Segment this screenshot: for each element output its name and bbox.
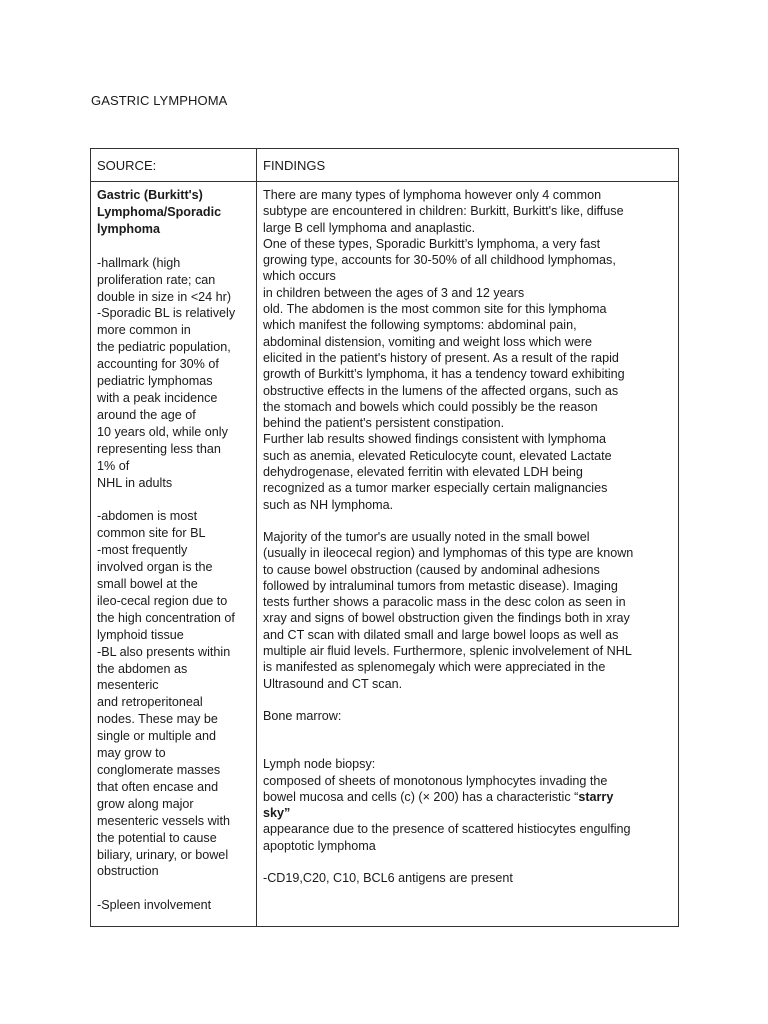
findings-cell — [257, 182, 679, 927]
text-line: -Sporadic BL is relatively — [97, 306, 236, 321]
source-cell — [91, 182, 257, 927]
text-line: subtype are encountered in children: Burkitt, Burkitt's like, diffuse — [263, 204, 624, 219]
text-line: which manifest the following symptoms: abdominal pain, — [263, 318, 577, 333]
text-line: apoptotic lymphoma — [263, 838, 376, 853]
text-line: 1% of — [97, 458, 130, 473]
text-line: -hallmark (high — [97, 255, 181, 270]
text-line: dehydrogenase, elevated ferritin with elevated LDH being — [263, 465, 583, 480]
text-line: composed of sheets of monotonous lymphocytes invading the — [263, 773, 608, 788]
text-line: such as NH lymphoma. — [263, 497, 394, 512]
text-line: accounting for 30% of — [97, 357, 219, 372]
starry-sky-emphasis: sky” — [263, 806, 291, 821]
source-header: SOURCE: — [97, 158, 157, 173]
text-line: There are many types of lymphoma however only 4 common — [263, 188, 602, 202]
text-line: followed by intraluminal tumors from metastic disease). Imaging — [263, 578, 618, 593]
findings-header-cell — [257, 149, 679, 182]
text-line: obstructive effects in the lumens of the affected organs, such as — [263, 383, 619, 398]
text-line: biliary, urinary, or bowel — [97, 847, 229, 862]
text-line: mesenteric — [97, 678, 159, 693]
text-line: common site for BL — [97, 526, 206, 541]
findings-paragraph-imaging — [263, 529, 674, 692]
source-heading — [97, 187, 252, 238]
source-paragraph-spleen — [97, 897, 252, 914]
findings-header: FINDINGS — [263, 158, 326, 173]
text-line: in children between the ages of 3 and 12 years — [263, 285, 525, 300]
text-line: involved organ is the — [97, 560, 213, 575]
text-line: nodes. These may be — [97, 712, 218, 727]
text-line: double in size in <24 hr) — [97, 289, 232, 304]
text-line: and retroperitoneal — [97, 695, 203, 710]
text-line: that often encase and — [97, 779, 219, 794]
table-header-row — [91, 149, 679, 182]
text-line: single or multiple and — [97, 729, 217, 744]
text-line: and CT scan with dilated small and large bowel loops as well as — [263, 627, 619, 642]
source-heading-line: Gastric (Burkitt's) — [97, 188, 203, 202]
text-line: to cause bowel obstruction (caused by andominal adhesions — [263, 562, 600, 577]
lymph-node-label: Lymph node biopsy: — [263, 757, 376, 772]
text-line: One of these types, Sporadic Burkitt’s lymphoma, a very fast — [263, 236, 601, 251]
text-line: recognized as a tumor marker especially certain malignancies — [263, 481, 608, 496]
text-line — [263, 789, 674, 805]
text-line: pediatric lymphomas — [97, 374, 213, 389]
text-line: xray and signs of bowel obstruction given the findings both in xray — [263, 611, 630, 626]
text-line: the abdomen as — [97, 661, 188, 676]
text-line: around the age of — [97, 407, 196, 422]
text-line: Further lab results showed findings consistent with lymphoma — [263, 432, 606, 447]
text-line: proliferation rate; can — [97, 272, 216, 287]
text-line: (usually in ileocecal region) and lymphomas of this type are known — [263, 546, 634, 561]
text-line: small bowel at the — [97, 577, 198, 592]
findings-paragraph-overview — [263, 187, 674, 513]
text-line: behind the patient's persistent constipation. — [263, 416, 505, 431]
text-line: the pediatric population, — [97, 340, 231, 355]
text-line: abdominal distension, vomiting and weight loss which were — [263, 334, 593, 349]
text-line: multiple air fluid levels. Furthermore, splenic involvelement of NHL — [263, 644, 632, 659]
text-line: appearance due to the presence of scattered histiocytes engulfing — [263, 822, 631, 837]
text-line: the potential to cause — [97, 830, 217, 845]
text-line: is manifested as splenomegaly which were appreciated in the — [263, 660, 606, 675]
source-heading-line: Lymphoma/Sporadic — [97, 204, 222, 219]
text-line: which occurs — [263, 269, 336, 284]
findings-paragraph-biopsy — [263, 756, 674, 854]
findings-table — [90, 148, 679, 927]
text-line: 10 years old, while only — [97, 424, 228, 439]
text-line: -most frequently — [97, 543, 188, 558]
text-line: NHL in adults — [97, 475, 173, 490]
document-title: GASTRIC LYMPHOMA — [91, 93, 228, 108]
text-line: -BL also presents within — [97, 644, 231, 659]
text-line: growing type, accounts for 30-50% of all childhood lymphomas, — [263, 253, 616, 268]
text-line: old. The abdomen is the most common site for this lymphoma — [263, 302, 607, 317]
source-paragraph-abdomen — [97, 508, 252, 880]
text-line: -abdomen is most — [97, 509, 198, 524]
text-line: the high concentration of — [97, 610, 235, 625]
source-heading-line: lymphoma — [97, 221, 160, 236]
text-line: conglomerate masses — [97, 763, 221, 777]
biopsy-text: bowel mucosa and cells (c) (× 200) has a characteristic “ — [263, 789, 579, 804]
text-line: large B cell lymphoma and anaplastic. — [263, 220, 476, 235]
text-line: obstruction — [97, 864, 159, 879]
text-line: tests further shows a paracolic mass in the desc colon as seen in — [263, 595, 626, 610]
text-line: more common in — [97, 323, 191, 338]
text-line: elicited in the patient's history of present. As a result of the rapid — [263, 350, 619, 365]
text-line: -Spleen involvement — [97, 898, 212, 913]
text-line: mesenteric vessels with — [97, 813, 230, 828]
text-line: the stomach and bowels which could possibly be the reason — [263, 399, 598, 414]
text-line: ileo-cecal region due to — [97, 593, 228, 608]
text-line: growth of Burkitt’s lymphoma, it has a tendency toward exhibiting — [263, 367, 625, 382]
antigens-line: -CD19,C20, C10, BCL6 antigens are present — [263, 870, 513, 885]
text-line: Majority of the tumor's are usually noted in the small bowel — [263, 529, 590, 544]
text-line: lymphoid tissue — [97, 627, 184, 642]
text-line: such as anemia, elevated Reticulocyte count, elevated Lactate — [263, 448, 612, 463]
source-paragraph-hallmark — [97, 255, 252, 492]
bone-marrow-label: Bone marrow: — [263, 708, 342, 723]
table-body-row — [91, 182, 679, 927]
starry-sky-emphasis: starry — [578, 789, 614, 804]
text-line: grow along major — [97, 796, 194, 811]
text-line: with a peak incidence — [97, 390, 218, 405]
text-line: Ultrasound and CT scan. — [263, 676, 403, 691]
text-line: representing less than — [97, 441, 221, 456]
text-line: may grow to — [97, 746, 166, 761]
source-header-cell — [91, 149, 257, 182]
